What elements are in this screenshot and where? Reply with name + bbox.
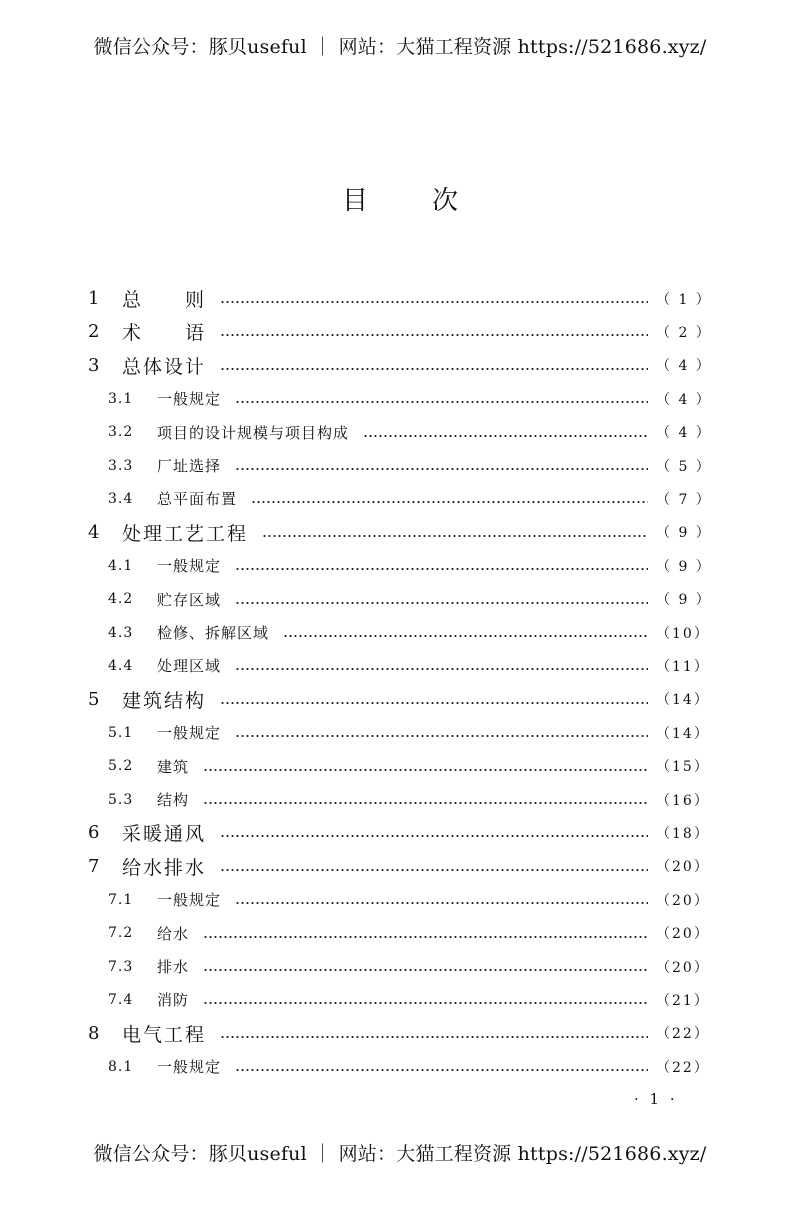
toc-entry-page: （10）	[656, 625, 710, 642]
toc-leader-dots	[220, 702, 648, 704]
toc-leader-dots	[203, 769, 648, 771]
toc-entry[interactable]	[0, 416, 800, 449]
toc-entry-title: 一般规定	[157, 891, 222, 910]
toc-entry-page: （15）	[656, 759, 710, 776]
toc-entry-number: 5.2	[108, 758, 134, 775]
toc-entry-title: 采暖通风	[122, 823, 207, 846]
toc-entry-page: （22）	[656, 1026, 710, 1043]
toc-leader-dots	[235, 468, 648, 470]
toc-entry-number: 8	[88, 1022, 100, 1044]
toc-leader-dots	[262, 535, 648, 537]
toc-leader-dots	[220, 835, 648, 837]
toc-entry-title: 项目的设计规模与项目构成	[157, 423, 350, 442]
toc-entry-number: 4.1	[108, 557, 134, 574]
toc-entry[interactable]	[0, 516, 800, 549]
toc-entry-page: （14）	[656, 692, 710, 709]
toc-entry-title: 一般规定	[157, 724, 222, 743]
toc-entry[interactable]	[0, 616, 800, 649]
toc-entry[interactable]	[0, 883, 800, 916]
toc-entry-page: （14）	[656, 725, 710, 742]
toc-entry-number: 4.4	[108, 657, 134, 674]
toc-entry-title: 结构	[157, 791, 190, 809]
toc-entry[interactable]	[0, 950, 800, 983]
toc-entry-page: （ 9 ）	[656, 592, 712, 609]
toc-entry-page: （20）	[656, 926, 710, 943]
toc-entry[interactable]	[0, 449, 800, 482]
toc-entry-title: 消防	[157, 991, 190, 1010]
toc-entry[interactable]	[0, 1050, 800, 1083]
toc-entry[interactable]	[0, 917, 800, 950]
toc-leader-dots	[235, 668, 648, 670]
toc-leader-dots	[251, 501, 648, 503]
toc-entry-title: 检修、拆解区域	[157, 624, 270, 642]
toc-entry-title: 处理区域	[157, 657, 222, 676]
toc-entry-page: （ 1 ）	[656, 291, 712, 308]
toc-entry-page: （ 4 ）	[656, 425, 712, 442]
toc-leader-dots	[220, 1036, 648, 1038]
toc-entry-page: （ 9 ）	[656, 525, 712, 542]
toc-leader-dots	[235, 735, 648, 737]
toc-leader-dots	[203, 1002, 648, 1004]
toc-entry-page: （ 4 ）	[656, 391, 712, 408]
toc-entry-page: （ 5 ）	[656, 458, 712, 475]
toc-entry[interactable]	[0, 783, 800, 816]
toc-entry-title: 厂址选择	[157, 457, 222, 475]
toc-entry-title: 处理工艺工程	[122, 522, 249, 545]
toc-entry-number: 3.1	[108, 390, 134, 407]
toc-leader-dots	[235, 902, 648, 904]
toc-entry-title: 建筑	[157, 757, 190, 776]
toc-entry-page: （ 4 ）	[656, 358, 712, 375]
toc-entry-number: 2	[88, 321, 100, 343]
toc-entry-number: 5.3	[108, 791, 134, 808]
toc-leader-dots	[220, 334, 648, 336]
toc-entry-page: （16）	[656, 792, 710, 809]
toc-entry[interactable]	[0, 549, 800, 582]
toc-entry-number: 4	[88, 521, 100, 543]
toc-entry-number: 3	[88, 354, 100, 376]
toc-entry-page: （21）	[656, 992, 710, 1009]
watermark-bottom: 微信公众号：豚贝useful ｜ 网站：大猫工程资源 https://521686.xyz/	[93, 1143, 707, 1165]
toc-entry-number: 7.2	[108, 925, 134, 942]
toc-leader-dots	[203, 969, 648, 971]
toc-entry-page: （20）	[656, 892, 710, 909]
toc-leader-dots	[203, 802, 648, 804]
toc-entry-title: 总体设计	[122, 355, 207, 378]
toc-entry[interactable]	[0, 683, 800, 716]
toc-entry-title: 一般规定	[157, 390, 222, 409]
toc-entry-number: 5.1	[108, 724, 134, 741]
toc-entry-number: 6	[88, 822, 100, 844]
toc-entry-title: 排水	[157, 958, 190, 976]
toc-leader-dots	[220, 869, 648, 871]
toc-entry[interactable]	[0, 750, 800, 783]
toc-entry-title: 术 语	[122, 322, 207, 345]
toc-leader-dots	[235, 401, 648, 403]
toc-entry-page: （18）	[656, 825, 710, 842]
page-title: 目次	[341, 186, 522, 216]
toc-leader-dots	[203, 936, 648, 938]
toc-leader-dots	[283, 635, 648, 637]
toc-entry[interactable]	[0, 1017, 800, 1050]
toc-entry[interactable]	[0, 382, 800, 415]
toc-entry-number: 4.2	[108, 591, 134, 608]
toc-leader-dots	[220, 368, 648, 370]
toc-entry[interactable]	[0, 816, 800, 849]
toc-entry-number: 3.2	[108, 424, 134, 441]
toc-entry-number: 7.4	[108, 991, 134, 1008]
toc-entry[interactable]	[0, 716, 800, 749]
toc-entry-number: 8.1	[108, 1058, 134, 1075]
watermark-top: 微信公众号：豚贝useful ｜ 网站：大猫工程资源 https://521686.xyz/	[93, 36, 707, 58]
toc-entry-title: 一般规定	[157, 1058, 222, 1077]
toc-entry[interactable]	[0, 649, 800, 682]
toc-entry-number: 3.4	[108, 490, 134, 507]
toc-entry-page: （ 9 ）	[656, 558, 712, 575]
toc-entry-number: 7	[88, 855, 100, 877]
toc-leader-dots	[220, 301, 648, 303]
toc-entry-number: 1	[88, 288, 100, 309]
toc-entry-title: 贮存区域	[157, 590, 222, 609]
toc-entry[interactable]	[0, 482, 800, 515]
toc-entry[interactable]	[0, 282, 800, 315]
toc-entry-page: （20）	[656, 959, 710, 976]
toc-entry-title: 一般规定	[157, 557, 222, 576]
toc-entry-page: （ 2 ）	[656, 324, 712, 341]
toc-entry-page: （20）	[656, 859, 710, 876]
toc-entry-number: 3.3	[108, 457, 134, 474]
toc-entry-title: 电气工程	[122, 1023, 207, 1046]
toc-entry-title: 给水排水	[122, 856, 207, 879]
toc-entry-title: 总 则	[122, 289, 207, 311]
toc-entry[interactable]	[0, 315, 800, 348]
toc-entry-page: （ 7 ）	[656, 491, 712, 508]
toc-entry-title: 建筑结构	[122, 689, 207, 712]
toc-entry[interactable]	[0, 583, 800, 616]
toc-leader-dots	[363, 435, 648, 437]
toc-entry[interactable]	[0, 349, 800, 382]
toc-entry-number: 5	[88, 688, 100, 710]
page-number: · 1 ·	[634, 1090, 678, 1108]
toc-entry[interactable]	[0, 850, 800, 883]
toc-leader-dots	[235, 1069, 648, 1071]
toc-entry-page: （22）	[656, 1059, 710, 1076]
toc-entry-title: 给水	[157, 924, 190, 943]
toc-entry-title: 总平面布置	[157, 490, 238, 509]
toc-entry-number: 7.1	[108, 891, 134, 908]
toc-entry-number: 4.3	[108, 624, 134, 641]
toc-entry-page: （11）	[656, 658, 710, 675]
toc-leader-dots	[235, 602, 648, 604]
toc-leader-dots	[235, 568, 648, 570]
toc-entry-number: 7.3	[108, 958, 134, 975]
toc-entry[interactable]	[0, 983, 800, 1016]
